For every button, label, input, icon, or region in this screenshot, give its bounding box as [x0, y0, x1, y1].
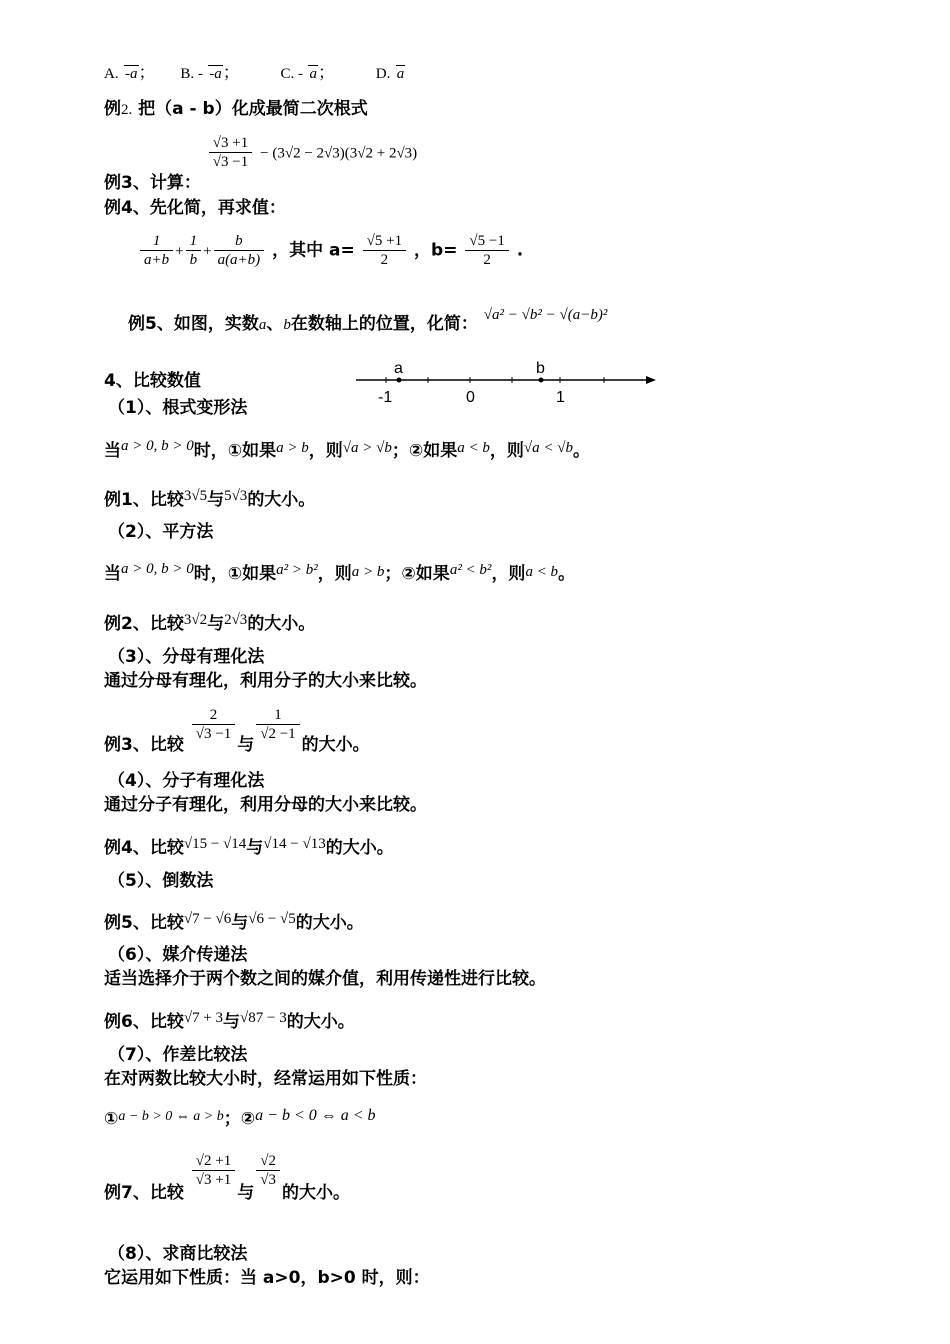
denominator: 2	[483, 252, 491, 268]
method-2-title: （2）、平方法	[108, 522, 214, 542]
text: 的大小。	[247, 614, 316, 634]
b-value	[465, 232, 508, 269]
var-b: b	[283, 317, 291, 333]
option-b-radical: -a	[209, 66, 222, 82]
result: a < b	[525, 564, 559, 580]
method-2-rule	[104, 563, 575, 586]
condition: a > b	[276, 440, 309, 456]
method-5-title: （5）、倒数法	[108, 871, 214, 891]
condition: a² > b²	[276, 562, 318, 578]
ex-label: 例3、比较	[104, 734, 184, 755]
circle-number-2: ②	[240, 1109, 256, 1129]
text: 时，①如果	[193, 564, 277, 584]
option-a-label: A.	[104, 66, 119, 82]
result: a > b	[351, 564, 385, 580]
text: ；	[223, 1109, 241, 1129]
example-5-intro	[128, 307, 608, 336]
condition: a > 0, b > 0	[121, 561, 194, 577]
tick-label-1: 1	[556, 389, 565, 406]
plus-sign: +	[203, 243, 212, 260]
text: 的大小。	[325, 838, 394, 858]
options-line	[104, 62, 405, 85]
option-c-radical: a	[309, 66, 317, 82]
text: ；②如果	[391, 441, 458, 461]
separator: 、	[266, 314, 284, 334]
method-1-example	[104, 489, 315, 512]
method-5-example	[104, 912, 364, 935]
value-x: √7 + 3	[183, 1010, 224, 1026]
denominator: √3	[260, 1172, 276, 1188]
ex-label: 例1、比较	[104, 490, 184, 510]
method-1-rule	[104, 440, 590, 463]
text: 与	[246, 838, 264, 858]
ex-label: 例4、先化简，再求值：	[104, 198, 286, 218]
method-1-title: （1）、根式变形法	[108, 398, 248, 418]
value-y: √87 − 3	[240, 1010, 287, 1026]
value-x: 3√5	[183, 488, 208, 504]
denominator: √3 −1	[195, 726, 232, 742]
numerator: 1	[256, 706, 299, 725]
var-a: a	[258, 317, 267, 333]
value-x: 3√2	[183, 612, 208, 628]
period: .	[516, 240, 524, 261]
ex-text: 在数轴上的位置，化简：	[290, 314, 478, 334]
text: 。	[573, 441, 590, 461]
text: ；②如果	[384, 564, 450, 584]
example-4-expression	[138, 232, 523, 269]
fraction-3	[214, 232, 265, 269]
ex-label: 例5、比较	[104, 913, 184, 933]
numerator: 2	[192, 706, 235, 725]
text: 与	[207, 490, 225, 510]
expression-rest: − (3√2 − 2√3)(3√2 + 2√3)	[260, 145, 418, 162]
separator: ；	[317, 63, 335, 83]
text: 与	[207, 614, 225, 634]
denominator: √2 −1	[260, 726, 296, 742]
ex-text: 把（a - b）化成最简二次根式	[138, 99, 368, 119]
fraction-1	[140, 232, 173, 269]
label-b: b	[536, 360, 545, 377]
section-4-title: 4、比较数值	[104, 371, 201, 391]
property-2: a − b < 0 ⇔ a < b	[255, 1107, 376, 1124]
condition: a² < b²	[449, 562, 492, 578]
expression: √a² − √b² − √(a−b)²	[483, 307, 608, 323]
method-7-title: （7）、作差比较法	[108, 1045, 248, 1065]
text: 的大小。	[295, 913, 364, 933]
method-7-example	[104, 1152, 350, 1203]
where-clause: ，其中 a=	[272, 240, 355, 261]
option-b-label: B. -	[180, 66, 203, 82]
method-3-desc: 通过分母有理化，利用分子的大小来比较。	[104, 671, 427, 691]
value-x: √15 − √14	[183, 836, 247, 852]
result: √a < √b	[523, 440, 573, 456]
option-d-radical: a	[396, 66, 405, 82]
plus-sign: +	[175, 243, 184, 260]
text: ，则	[317, 564, 352, 584]
example-3-intro	[104, 134, 418, 193]
ex-prefix: 例	[104, 99, 121, 119]
numerator: 1	[140, 232, 173, 251]
method-6-example	[104, 1011, 355, 1034]
method-2-example	[104, 613, 315, 636]
method-8-title: （8）、求商比较法	[108, 1244, 248, 1264]
text: 当	[104, 564, 121, 584]
text: 与	[223, 1012, 241, 1032]
numerator: √5 −1	[465, 232, 508, 251]
ex-label: 例7、比较	[104, 1182, 184, 1203]
text: 的大小。	[286, 1012, 355, 1032]
option-a-radical: -a	[125, 66, 138, 82]
numerator: √2 +1	[192, 1152, 235, 1171]
numerator: b	[214, 232, 265, 251]
denominator: 2	[380, 252, 389, 268]
b-label: ，b=	[414, 240, 458, 261]
numerator: √3 +1	[209, 134, 252, 153]
ex-text: 例5、如图，实数	[128, 314, 259, 334]
tick-label-0: 0	[466, 389, 475, 406]
example-4-intro	[104, 197, 286, 219]
tick-label-neg1: -1	[378, 389, 393, 406]
text: 的大小。	[247, 490, 316, 510]
value-y: √14 − √13	[263, 836, 326, 852]
fraction	[209, 134, 252, 171]
point-b	[539, 378, 544, 383]
value-y: 5√3	[224, 488, 248, 504]
ex-label: 例4、比较	[104, 838, 184, 858]
a-value	[363, 232, 406, 269]
method-6-desc: 适当选择介于两个数之间的媒介值，利用传递性进行比较。	[104, 969, 546, 989]
method-6-title: （6）、媒介传递法	[108, 945, 248, 965]
value-x: √7 − √6	[183, 911, 232, 927]
method-4-example	[104, 837, 394, 860]
ex-number: 2.	[121, 102, 133, 118]
method-7-props	[104, 1108, 376, 1132]
text: ，则	[489, 441, 524, 461]
denominator: b	[189, 252, 198, 268]
numerator: √5 +1	[363, 232, 406, 251]
separator: ；	[222, 63, 240, 83]
fraction-x	[192, 1152, 235, 1189]
method-7-desc: 在对两数比较大小时，经常运用如下性质：	[104, 1069, 427, 1089]
value-y: √6 − √5	[248, 911, 296, 927]
text: 与	[231, 913, 249, 933]
option-c-label: C. -	[280, 66, 304, 82]
numerator: 1	[186, 232, 202, 251]
fraction-2	[186, 232, 202, 269]
text: ，则	[491, 564, 526, 584]
text: 与	[237, 734, 255, 755]
label-a: a	[394, 360, 403, 377]
ex-label: 例6、比较	[104, 1012, 184, 1032]
fraction-y	[256, 1152, 280, 1189]
number-line-arrow-icon	[646, 376, 656, 384]
ex-label: 例2、比较	[104, 614, 184, 634]
point-a	[397, 378, 402, 383]
denominator: a(a+b)	[217, 252, 261, 268]
text: 的大小。	[281, 1182, 350, 1203]
fraction-x	[192, 706, 235, 743]
separator: ；	[138, 63, 156, 83]
example-2-intro	[104, 98, 368, 121]
text: 的大小。	[301, 734, 370, 755]
circle-number-1: ①	[104, 1109, 119, 1129]
method-8-desc: 它运用如下性质：当 a>0，b>0 时，则：	[104, 1268, 430, 1288]
method-3-example	[104, 706, 370, 755]
fraction-y	[256, 706, 299, 743]
text: 当	[104, 441, 121, 461]
text: ，则	[308, 441, 343, 461]
text: 时，①如果	[193, 441, 277, 461]
numerator: √2	[256, 1152, 280, 1171]
text: 。	[558, 564, 576, 584]
result: √a > √b	[342, 440, 392, 456]
value-y: 2√3	[224, 612, 248, 628]
method-4-title: （4）、分子有理化法	[108, 771, 265, 791]
ex-label: 例3、计算：	[104, 172, 201, 193]
text: 与	[237, 1182, 255, 1203]
denominator: √3 +1	[195, 1172, 232, 1188]
denominator: √3 −1	[212, 154, 249, 170]
condition: a < b	[457, 440, 490, 456]
property-1: a − b > 0 ⇔ a > b	[118, 1109, 224, 1124]
method-4-desc: 通过分子有理化，利用分母的大小来比较。	[104, 795, 427, 815]
method-3-title: （3）、分母有理化法	[108, 647, 265, 667]
option-d-label: D.	[375, 66, 391, 82]
denominator: a+b	[144, 252, 170, 268]
condition: a > 0, b > 0	[121, 438, 194, 454]
